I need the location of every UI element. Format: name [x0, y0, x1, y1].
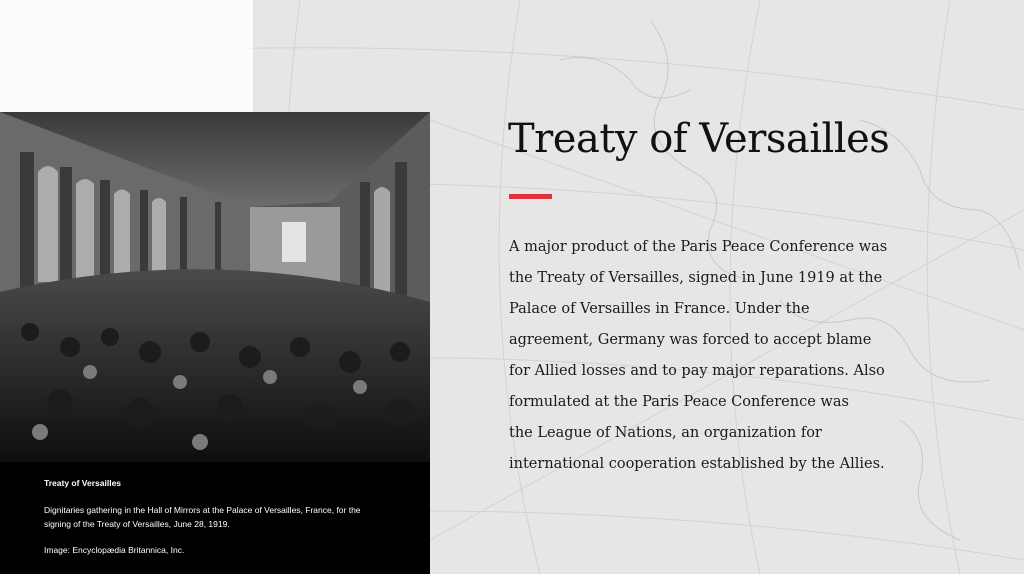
body-line: Palace of Versailles in France. Under the [509, 301, 810, 317]
caption-title: Treaty of Versailles [44, 478, 122, 488]
slide-title: Treaty of Versailles [508, 116, 890, 162]
image-caption-panel [0, 462, 430, 574]
corner-highlight [0, 0, 253, 113]
body-line: the League of Nations, an organization for [509, 425, 822, 441]
slide-body-text [509, 232, 909, 480]
caption-description: Dignitaries gathering in the Hall of Mirrors at the Palace of Versailles, France, for the signing of the Treaty of Versailles, June 28, 1919. [44, 505, 361, 529]
body-line: A major product of the Paris Peace Conference was [509, 239, 888, 255]
body-line: the Treaty of Versailles, signed in June 1919 at the [509, 270, 883, 286]
body-line: international cooperation established by the Allies. [509, 456, 885, 472]
body-line: for Allied losses and to pay major reparations. Also [509, 363, 885, 379]
caption-credit: Image: Encyclopædia Britannica, Inc. [44, 545, 185, 555]
body-line: agreement, Germany was forced to accept blame [509, 332, 872, 348]
hall-of-mirrors-photo [0, 112, 430, 462]
body-line: formulated at the Paris Peace Conference was [509, 394, 849, 410]
title-accent-bar [509, 194, 552, 199]
